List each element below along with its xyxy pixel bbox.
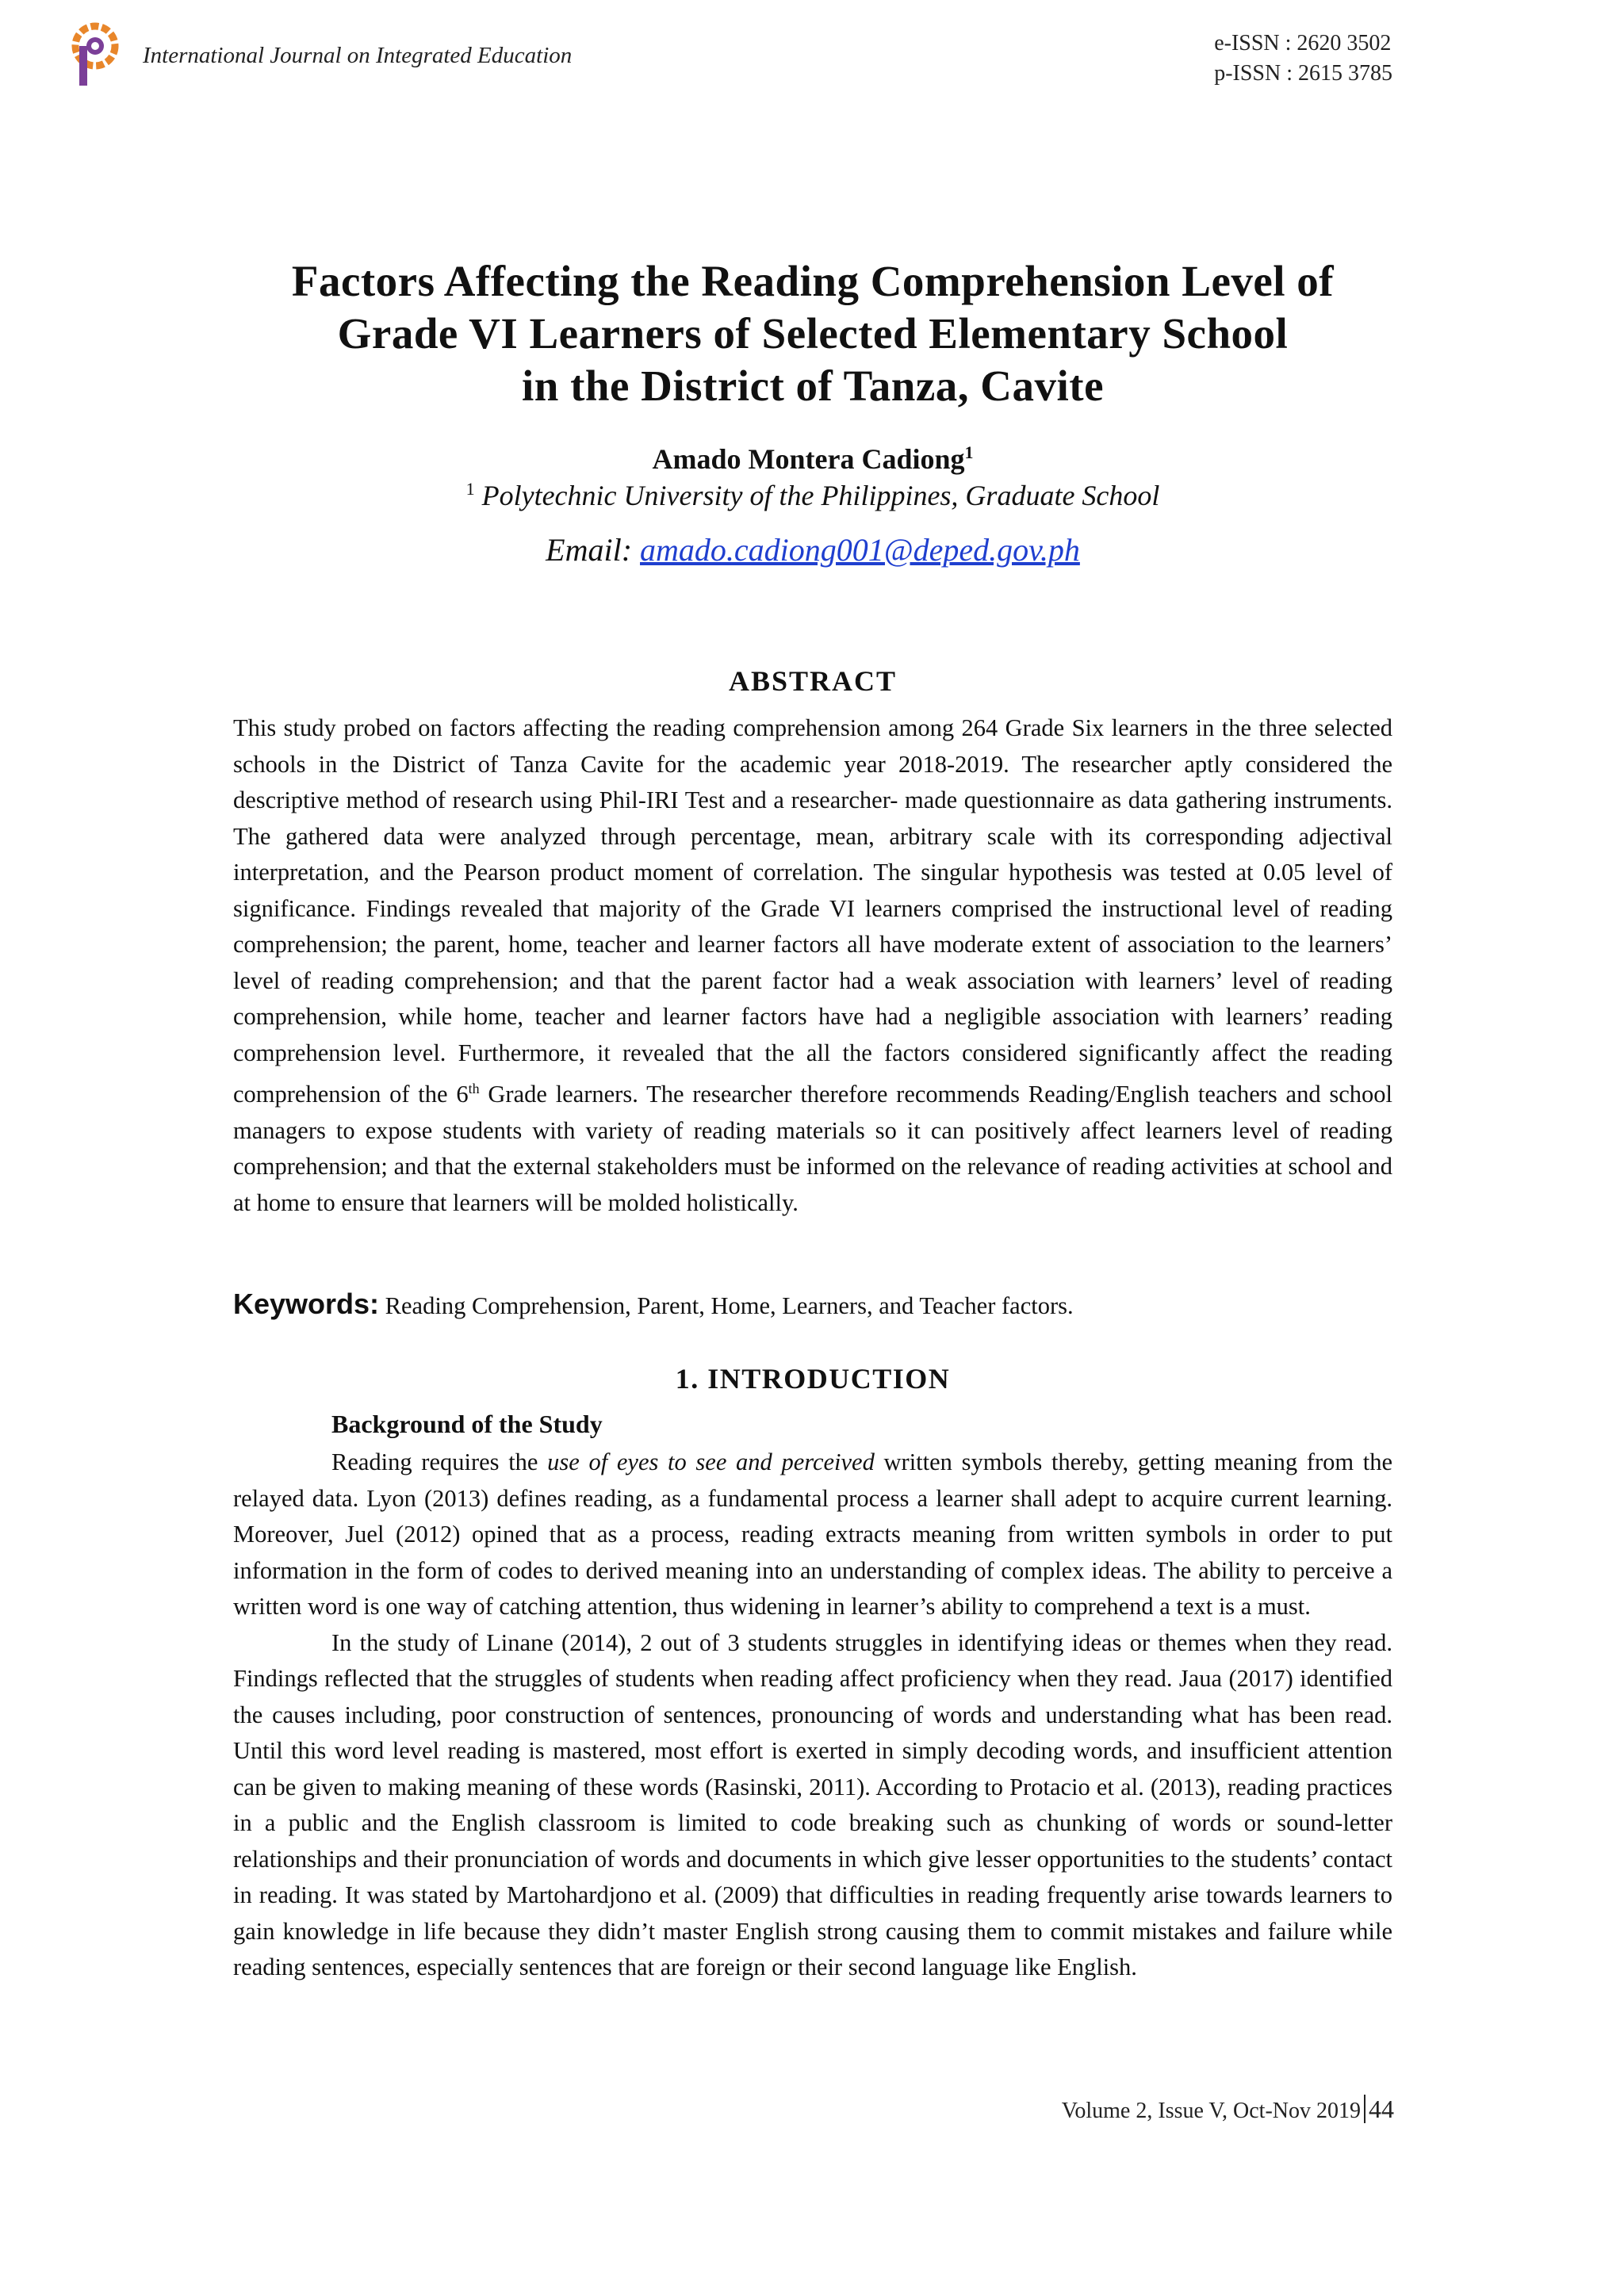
page-footer [1062, 2095, 1394, 2124]
email-label: Email: [546, 532, 633, 568]
author-name-text: Amado Montera Cadiong [652, 443, 965, 475]
affiliation-superscript: 1 [465, 479, 475, 499]
abstract-text [233, 710, 1392, 1221]
author-name [198, 442, 1427, 476]
keywords [233, 1288, 1392, 1321]
keywords-list: Reading Comprehension, Parent, Home, Learners, and Teacher factors. [379, 1292, 1074, 1319]
abstract-text-part-1: This study probed on factors affecting the reading comprehension among 264 Grade Six learners in the three selected schools in the District of Tanza Cavite for the academic year 2018-2019. The researcher aptly considered the descriptive method of research using Phil-IRI Test and a researcher- made questionnaire as data gathering instruments. The gathered data were analyzed through percentage, mean, arbitrary scale with its corresponding adjectival interpretation, and the Pearson product moment of correlation. The singular hypothesis was tested at 0.05 level of significance. Findings revealed that majority of the Grade VI learners comprised the instructional level of reading comprehension; the parent, home, teacher and learner factors all have moderate extent of association to the learners’ level of reading comprehension; and that the parent factor had a weak association with learners’ level of reading comprehension, while home, teacher and learner factors have had a negligible association with learners’ reading comprehension level. Furthermore, it revealed that the all the factors considered significantly affect the reading comprehension of the 6 [233, 714, 1392, 1108]
abstract-text-part-2: Grade learners. The researcher therefore recommends Reading/English teachers and school managers to expose students with variety of reading materials so it can positively affect learners level of reading comprehension; and that the external stakeholders must be informed on the relevance of reading activities at school and at home to ensure that learners will be molded holistically. [233, 1081, 1392, 1216]
introduction-text [233, 1445, 1392, 1986]
intro-p1-start: Reading requires the [331, 1448, 548, 1475]
intro-paragraph-2: In the study of Linane (2014), 2 out of 3 students struggles in identifying ideas or themes when they read. Findings reflected that the struggles of students when reading affect proficiency when they read. Jaua (2017) identified the causes including, poor construction of sentences, pronouncing of words and understanding what has been read. Until this word level reading is mastered, most effort is exerted in simply decoding words, and insufficient attention can be given to making meaning of these words (Rasinski, 2011). According to Protacio et al. (2013), reading practices in a public and the English classroom is limited to code breaking such as chunking of words or sound-letter relationships and their pronunciation of words and documents in which give lesser opportunities to the students’ contact in reading. It was stated by Martohardjono et al. (2009) that difficulties in reading frequently arise towards learners to gain knowledge in life because they didn’t master English strong causing them to commit mistakes and failure while reading sentences, especially sentences that are foreign or their second language like English. [233, 1628, 1392, 1980]
affiliation-text: Polytechnic University of the Philippines, Graduate School [481, 480, 1160, 511]
author-affiliation [198, 479, 1427, 512]
background-subheading: Background of the Study [331, 1410, 603, 1438]
keywords-label: Keywords: [233, 1288, 380, 1320]
issn-block [1214, 29, 1392, 89]
p-issn: p-ISSN : 2615 3785 [1214, 61, 1392, 86]
abstract-superscript: th [468, 1081, 480, 1096]
title-line: Factors Affecting the Reading Comprehension Level of [291, 257, 1335, 305]
author-email [198, 531, 1427, 568]
volume-info: Volume 2, Issue V, Oct-Nov 2019 [1061, 2099, 1361, 2123]
journal-name: International Journal on Integrated Education [143, 43, 573, 68]
introduction-heading: 1. INTRODUCTION [675, 1363, 951, 1395]
email-link[interactable]: amado.cadiong001@deped.gov.ph [640, 532, 1080, 568]
page-number: 44 [1364, 2095, 1394, 2123]
e-issn: e-ISSN : 2620 3502 [1214, 31, 1392, 55]
intro-paragraph-1 [233, 1445, 1392, 1625]
author-superscript: 1 [964, 442, 974, 462]
title-line: Grade VI Learners of Selected Elementary School [337, 309, 1289, 358]
intro-p1-rest: written symbols thereby, getting meaning from the relayed data. Lyon (2013) defines reading, as a fundamental process a learner shall adept to acquire current learning. Moreover, Juel (2012) opined that as a process, reading extracts meaning from written symbols in order to put information in the form of codes to derived meaning into an understanding of complex ideas. The ability to perceive a written word is one way of catching attention, thus widening in learner’s ability to comprehend a text is a must. [233, 1448, 1392, 1620]
intro-p1-italic: use of eyes to see and perceived [547, 1448, 875, 1475]
abstract-heading: ABSTRACT [728, 665, 898, 697]
abstract-paragraph [233, 710, 1392, 1221]
journal-logo-icon [68, 22, 121, 89]
title-line: in the District of Tanza, Cavite [521, 362, 1104, 410]
paper-title [198, 255, 1427, 412]
